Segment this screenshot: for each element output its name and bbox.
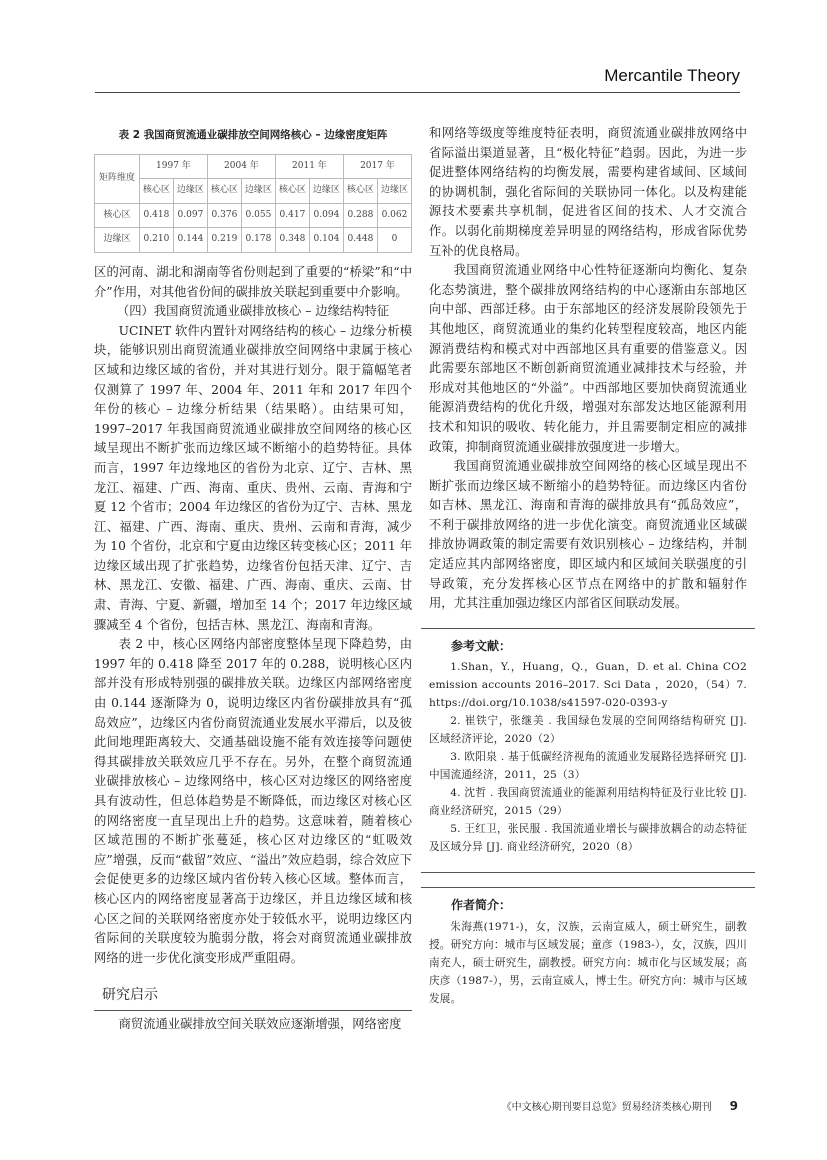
table-row — [95, 203, 412, 228]
references-title: 参考文献： — [451, 638, 512, 653]
footer-text: 《中文核心期刊要目总览》贸易经济类核心期刊 — [501, 1102, 712, 1113]
year-header: 1997 年 — [139, 154, 207, 179]
density-matrix-table — [94, 154, 412, 253]
paragraph: 我国商贸流通业网络中心性特征逐渐向均衡化、复杂化态势演进，整个碳排放网络结构的中心逐渐由东部地区向中部、西部迁移。由于东部地区的经济发展阶段领先于其他地区，商贸流通业的集约化转型程度较高，地区内能源消费结构和模式对中西部地区具有重要的借鉴意义。因此需要东部地区不断创新商贸流通业减排技术与经验，并形成对其他地区的“外溢”。中西部地区要加快商贸流通业能源消费结构的优化升级，增强对东部发达地区能源利用技术和知识的吸收、转化能力，并且需要制定相应的减排政策，抑制商贸流通业碳排放强度进一步增大。 — [429, 263, 747, 454]
page-footer — [420, 1098, 738, 1113]
table-cell: 0.418 — [139, 203, 173, 228]
subcol-header: 核心区 — [207, 179, 241, 204]
row-label: 边缘区 — [95, 228, 140, 253]
year-header: 2011 年 — [275, 154, 343, 179]
table-cell: 0.219 — [207, 228, 241, 253]
journal-header: Mercantile Theory — [604, 66, 740, 85]
paragraph: 表 2 中，核心区网络内部密度整体呈现下降趋势，由 1997 年的 0.418 降至 2017 年的 0.288，说明核心区内部并没有形成特别强的碳排放关联。边缘区内部网络密度由 0.144 逐渐降为 0，说明边缘区内省份碳排放具有“孤岛效应”，边缘区内省份商贸流通业发展水平滞后，以及彼此间地理距离较大、交通基础设施不能有效连接等问题使得其碳排放关联效应几乎不存在。另外，在整个商贸流通业碳排放核心 – 边缘网络中，核心区对边缘区的网络密度具有波动性，但总体趋势是不断降低，而边缘区对核心区的网络密度一直呈现出上升的趋势。这意味着，随着核心区域范围的不断扩张蔓延，核心区对边缘区的“虹吸效应”增强，反而“截留”效应、“溢出”效应趋弱，综合效应下会促使更多的边缘区域内省份转入核心区域。整体而言，核心区内的网络密度显著高于边缘区，并且边缘区域和核心区之间的关联网络密度亦处于较低水平，说明边缘区内省际间的关联度较为脆弱分散，将会对商贸流通业碳排放网络的进一步优化演变形成严重阻碍。 — [94, 637, 412, 965]
table-corner: 矩阵维度 — [95, 154, 140, 203]
table-cell: 0.097 — [173, 203, 207, 228]
header-divider — [95, 92, 740, 93]
subsection-heading: （四）我国商贸流通业碳排放核心 – 边缘结构特征 — [116, 304, 390, 319]
paragraph: 和网络等级度等维度特征表明，商贸流通业碳排放网络中省际溢出渠道显著，且“极化特征”趋弱。因此，为进一步促进整体网络结构的均衡发展，需要构建省域间、区域间的协调机制，强化省际间的关联协同一体化。以及构建能源技术要素共享机制，促进省区间的技术、人才交流合作。以弱化前期梯度差异明显的网络结构，形成省际优势互补的优良格局。 — [429, 126, 747, 258]
reference-item: 1.Shan，Y.，Huang，Q.，Guan，D. et al. China CO2 emission accounts 2016–2017. Sci Data ，2020，（54）7. https://doi.org/10.1038/s41597-020-0393-y — [429, 661, 747, 710]
table-cell: 0.094 — [309, 203, 343, 228]
references-divider — [421, 628, 755, 629]
section-heading: 研究启示 — [102, 987, 158, 1004]
table-cell: 0.417 — [275, 203, 309, 228]
reference-item: 3. 欧阳泉 . 基于低碳经济视角的流通业发展路径选择研究 [J]. 中国流通经济，2011，25（3） — [429, 751, 747, 782]
table-cell: 0.178 — [241, 228, 275, 253]
subcol-header: 边缘区 — [241, 179, 275, 204]
table-row — [95, 228, 412, 253]
reference-item: 2. 崔铁宁，张继美 . 我国绿色发展的空间网络结构研究 [J]. 区域经济评论，2020（2） — [429, 715, 747, 746]
reference-item: 4. 沈哲 . 我国商贸流通业的能源利用结构特征及行业比较 [J]. 商业经济研究，2015（29） — [429, 787, 747, 818]
table-cell: 0.144 — [173, 228, 207, 253]
subcol-header: 边缘区 — [173, 179, 207, 204]
references-list — [429, 658, 747, 856]
table-cell: 0.210 — [139, 228, 173, 253]
paragraph: 区的河南、湖北和湖南等省份则起到了重要的“桥梁”和“中介”作用，对其他省份间的碳排放关联起到重要中介影响。 — [94, 264, 412, 299]
references-end-divider — [421, 872, 755, 873]
subcol-header: 核心区 — [139, 179, 173, 204]
year-header: 2017 年 — [343, 154, 411, 179]
table-cell: 0 — [377, 228, 411, 253]
left-column — [94, 124, 412, 1035]
table-cell: 0.448 — [343, 228, 377, 253]
table-caption: 表 2 我国商贸流通业碳排放空间网络核心 – 边缘密度矩阵 — [118, 129, 388, 141]
author-title: 作者简介： — [451, 898, 512, 913]
paragraph: 商贸流通业碳排放空间关联效应逐渐增强，网络密度 — [118, 1016, 402, 1031]
table-cell: 0.104 — [309, 228, 343, 253]
paragraph: 我国商贸流通业碳排放空间网络的核心区域呈现出不断扩张而边缘区域不断缩小的趋势特征。而边缘区内省份如吉林、黑龙江、海南和青海的碳排放具有“孤岛效应”，不利于碳排放网络的进一步优化演变。商贸流通业区域碳排放协调政策的制定需要有效识别核心 – 边缘结构，并制定适应其内部网络密度，即区域内和区域间关联强度的引导政策，充分发挥核心区节点在网络中的扩散和辐射作用，尤其注重加强边缘区内部省区间联动发展。 — [429, 459, 747, 611]
section-divider — [94, 1010, 412, 1011]
page-number: 9 — [729, 1099, 738, 1113]
subcol-header: 核心区 — [343, 179, 377, 204]
paragraph: UCINET 软件内置针对网络结构的核心 – 边缘分析模块，能够识别出商贸流通业碳排放空间网络中隶属于核心区域和边缘区域的省份，并对其进行划分。限于篇幅笔者仅测算了 1997 年、2004 年、2011 年和 2017 年四个年份的核心 – 边缘分析结果（结果略）。由结果可知，1997–2017 年我国商贸流通业碳排放空间网络的核心区域呈现出不断扩张而边缘区域不断缩小的趋势特征。具体而言，1997 年边缘地区的省份为北京、辽宁、吉林、黑龙江、福建、广西、海南、重庆、贵州、云南、青海和宁夏 12 个省市；2004 年边缘区的省份为辽宁、吉林、黑龙江、福建、广西、海南、重庆、贵州、云南和青海，减少为 10 个省份，北京和宁夏由边缘区转变核心区；2011 年边缘区域出现了扩张趋势，边缘省份包括天津、辽宁、吉林、黑龙江、安徽、福建、广西、海南、重庆、云南、甘肃、青海、宁夏、新疆，增加至 14 个；2017 年边缘区域骤减至 4 个省份，包括吉林、黑龙江、海南和青海。 — [94, 323, 412, 632]
year-header: 2004 年 — [207, 154, 275, 179]
author-divider — [421, 887, 755, 888]
table-cell: 0.376 — [207, 203, 241, 228]
reference-item: 5. 王红卫，张民服 . 我国流通业增长与碳排放耦合的动态特征及区域分异 [J]. 商业经济研究，2020（8） — [429, 823, 747, 854]
right-column — [429, 124, 747, 1008]
table-cell: 0.055 — [241, 203, 275, 228]
subcol-header: 边缘区 — [377, 179, 411, 204]
table-cell: 0.288 — [343, 203, 377, 228]
table-cell: 0.348 — [275, 228, 309, 253]
table-cell: 0.062 — [377, 203, 411, 228]
subcol-header: 边缘区 — [309, 179, 343, 204]
author-bio: 朱海燕(1971-)，女，汉族，云南宣威人，硕士研究生，副教授。研究方向：城市与区域发展；童彦（1983-），女，汉族，四川南充人，硕士研究生，副教授。研究方向：城市化与区域发展；高庆彦（1987-），男，云南宣威人，博士生。研究方向：城市与区域发展。 — [429, 921, 747, 1006]
subcol-header: 核心区 — [275, 179, 309, 204]
row-label: 核心区 — [95, 203, 140, 228]
